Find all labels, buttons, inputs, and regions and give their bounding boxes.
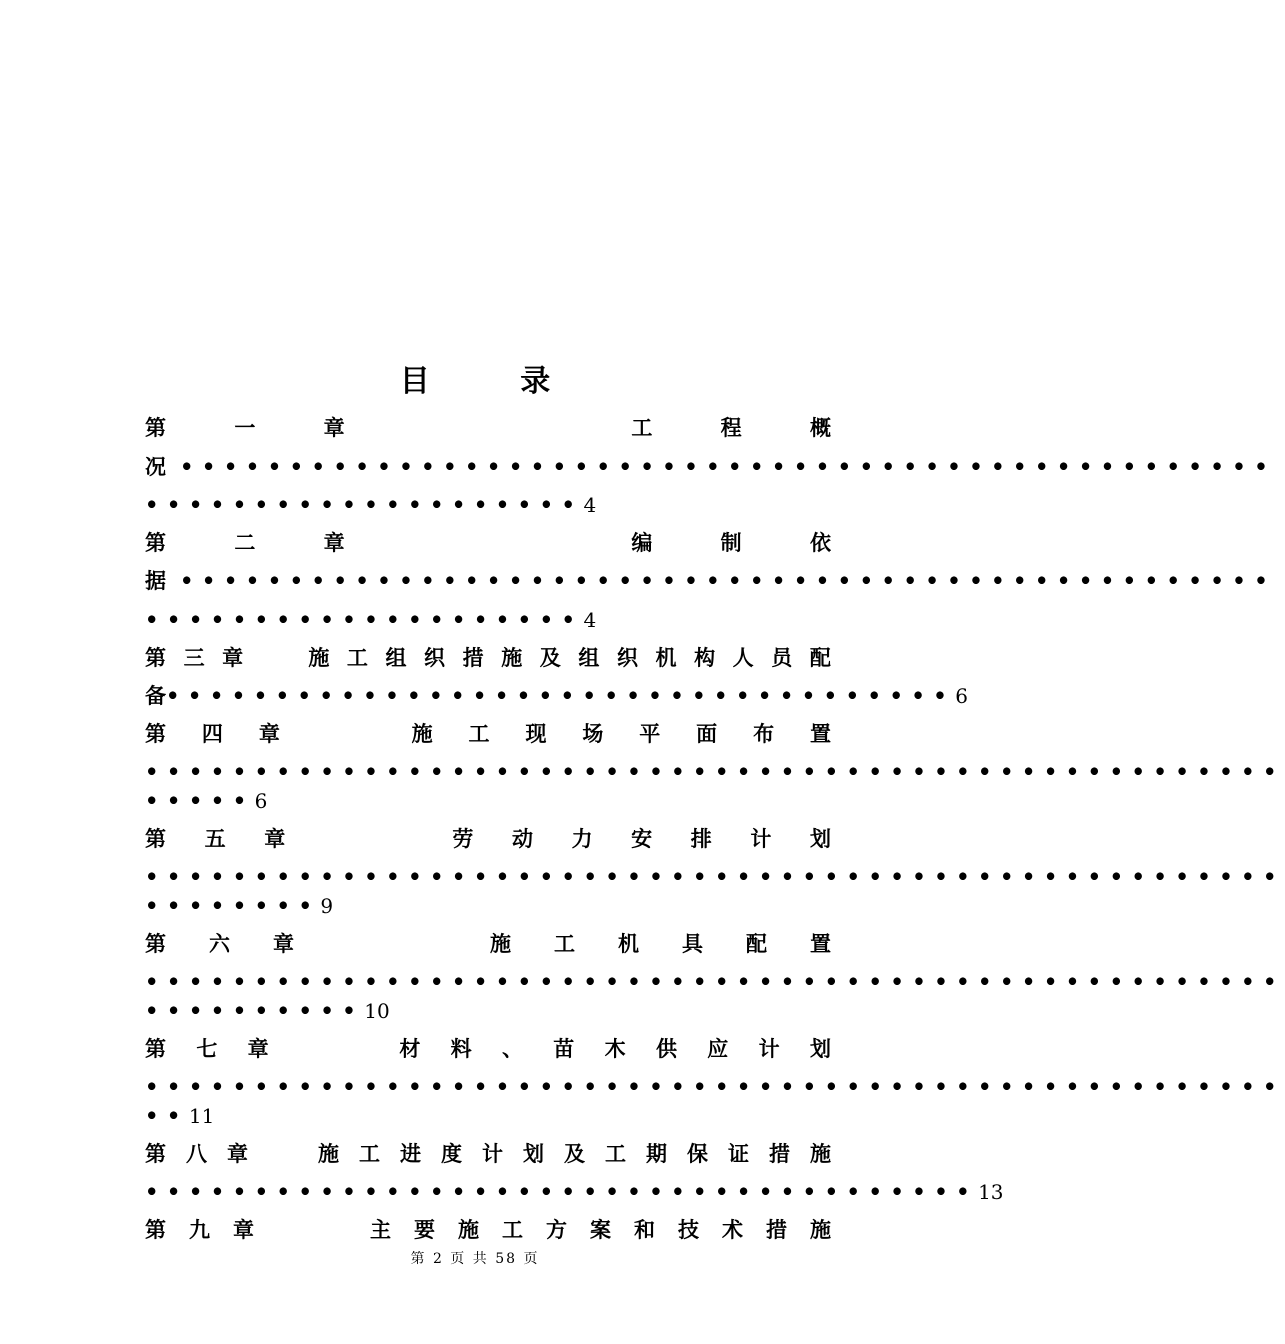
toc-entry-4-heading[interactable]: 第 四 章 施 工 现 场 平 面 布 置 [145,721,831,746]
page-number: 4 [583,493,597,517]
toc-entry-3-dots: 备 •••••••••••••••••••••••••••••••••••• 6 [145,681,831,711]
page-number: 4 [583,608,597,632]
page-number: 6 [955,684,968,708]
toc-entry-5-dots: •••••••••••••••••••••••••••••••••••••••••••••••••••• [145,864,1285,889]
toc-title: 目 录 [399,364,591,399]
toc-entry-1-dots: 况 •••••••••••••••••••••••••••••••••••••••••••••••••• [145,454,1277,479]
toc-entry-7-page: •• 11 [145,1101,831,1131]
toc-entry-4-dots: •••••••••••••••••••••••••••••••••••••••••••••••••••• [145,759,1285,784]
toc-entry-7-dots: •••••••••••••••••••••••••••••••••••••••••••••••••••• [145,1074,1285,1099]
toc-entry-2-page: •••••••••••••••••••• 4 [145,605,831,635]
toc-entry-4-page: ••••• 6 [145,786,831,816]
page-number: 9 [320,894,334,918]
toc-entry-1-page: •••••••••••••••••••• 4 [145,490,831,520]
toc-entry-6-page: •••••••••• 10 [145,996,831,1026]
page-number: 11 [188,1104,215,1128]
toc-entry-7-heading[interactable]: 第 七 章 材 料 、 苗 木 供 应 计 划 [145,1036,831,1061]
toc-entry-2-dots: 据 •••••••••••••••••••••••••••••••••••••••••••••••••• [145,568,1277,593]
page-footer: 第 2 页 共 58 页 [410,1251,540,1267]
toc-entry-1-heading[interactable]: 第 一 章 工 程 概 [145,415,831,440]
page-number: 13 [978,1180,1004,1204]
page-number: 6 [254,789,268,813]
page-number: 10 [364,999,390,1023]
toc-entry-2-heading[interactable]: 第 二 章 编 制 依 [145,530,831,555]
toc-entry-6-heading[interactable]: 第 六 章 施 工 机 具 配 置 [145,931,831,956]
toc-entry-9-heading[interactable]: 第 九 章 主 要 施 工 方 案 和 技 术 措 施 [145,1217,831,1242]
toc-entry-8-heading[interactable]: 第 八 章 施 工 进 度 计 划 及 工 期 保 证 措 施 [145,1141,831,1166]
toc-entry-5-page: •••••••• 9 [145,891,831,921]
toc-entry-8-page: •••••••••••••••••••••••••••••••••••••• 13 [145,1177,831,1207]
toc-entry-6-dots: •••••••••••••••••••••••••••••••••••••••••••••••••••• [145,969,1285,994]
toc-entry-3-heading[interactable]: 第 三 章 施 工 组 织 措 施 及 组 织 机 构 人 员 配 [145,645,831,670]
toc-entry-5-heading[interactable]: 第 五 章 劳 动 力 安 排 计 划 [145,826,831,851]
